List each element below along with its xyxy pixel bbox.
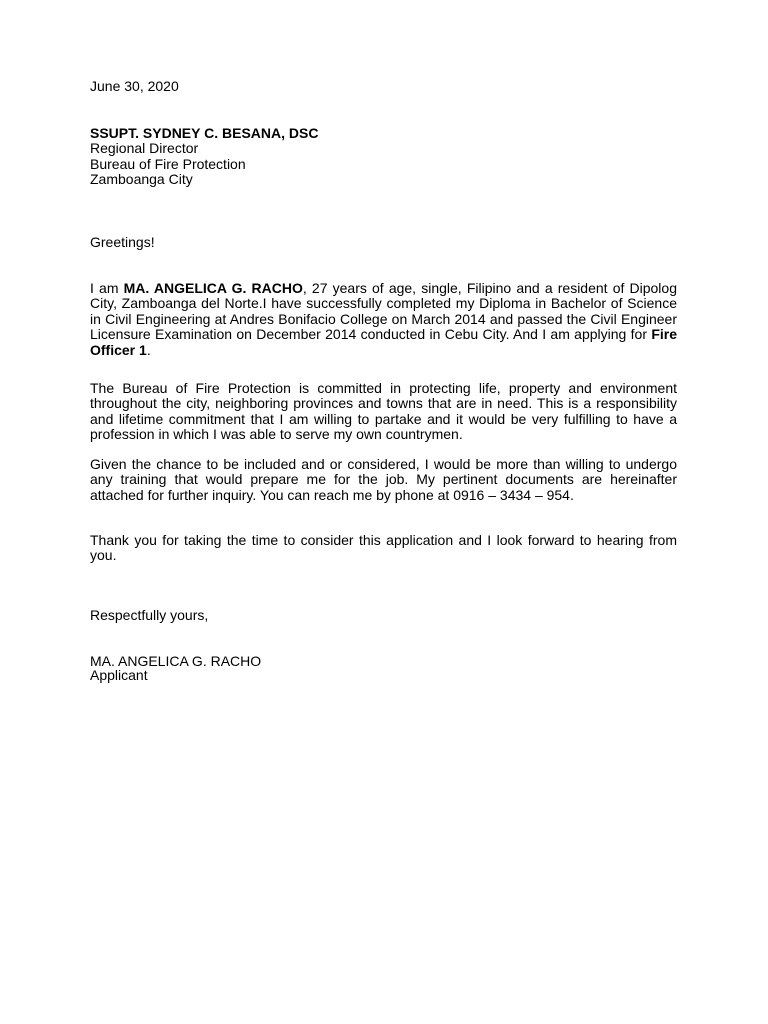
recipient-title: Regional Director	[90, 140, 199, 156]
paragraph-commitment: The Bureau of Fire Protection is committed in protecting life, property and environment throughout the city, neighboring provinces and towns that are in need. This is a responsibility and lifetime commitment that I am willing to partake and it would be very fulfilling to have a profession in which I was able to serve my own countrymen.	[90, 380, 677, 443]
position-applied: Fire Officer 1	[90, 326, 677, 358]
closing: Respectfully yours,	[90, 607, 209, 623]
recipient-name: SSUPT. SYDNEY C. BESANA, DSC	[90, 125, 319, 141]
signature-name: MA. ANGELICA G. RACHO	[90, 653, 262, 669]
recipient-city: Zamboanga City	[90, 171, 193, 187]
intro-end: .	[146, 341, 151, 358]
paragraph-thanks: Thank you for taking the time to consider this application and I look forward to hearing from you.	[90, 532, 677, 564]
letter-date: June 30, 2020	[90, 78, 179, 94]
recipient-organization: Bureau of Fire Protection	[90, 156, 246, 172]
greeting: Greetings!	[90, 234, 155, 250]
paragraph-availability: Given the chance to be included and or considered, I would be more than willing to undergo any training that would prepare me for the job. My pertinent documents are hereinafter attached for further inquiry. You can reach me by phone at 0916 – 3434 – 954.	[90, 456, 677, 503]
paragraph-introduction	[90, 281, 677, 358]
intro-body: , 27 years of age, single, Filipino and a resident of Dipolog City, Zamboanga del Norte.I have successfully completed my Diploma in Bachelor of Science in Civil Engineering at Andres Bonifacio College on March 2014 and passed the Civil Engineer Licensure Examination on December 2014 conducted in Cebu City. And I am applying for	[90, 280, 677, 343]
signature-title: Applicant	[90, 667, 148, 683]
intro-text: I am	[90, 280, 124, 296]
applicant-name-inline: MA. ANGELICA G. RACHO	[123, 280, 303, 296]
